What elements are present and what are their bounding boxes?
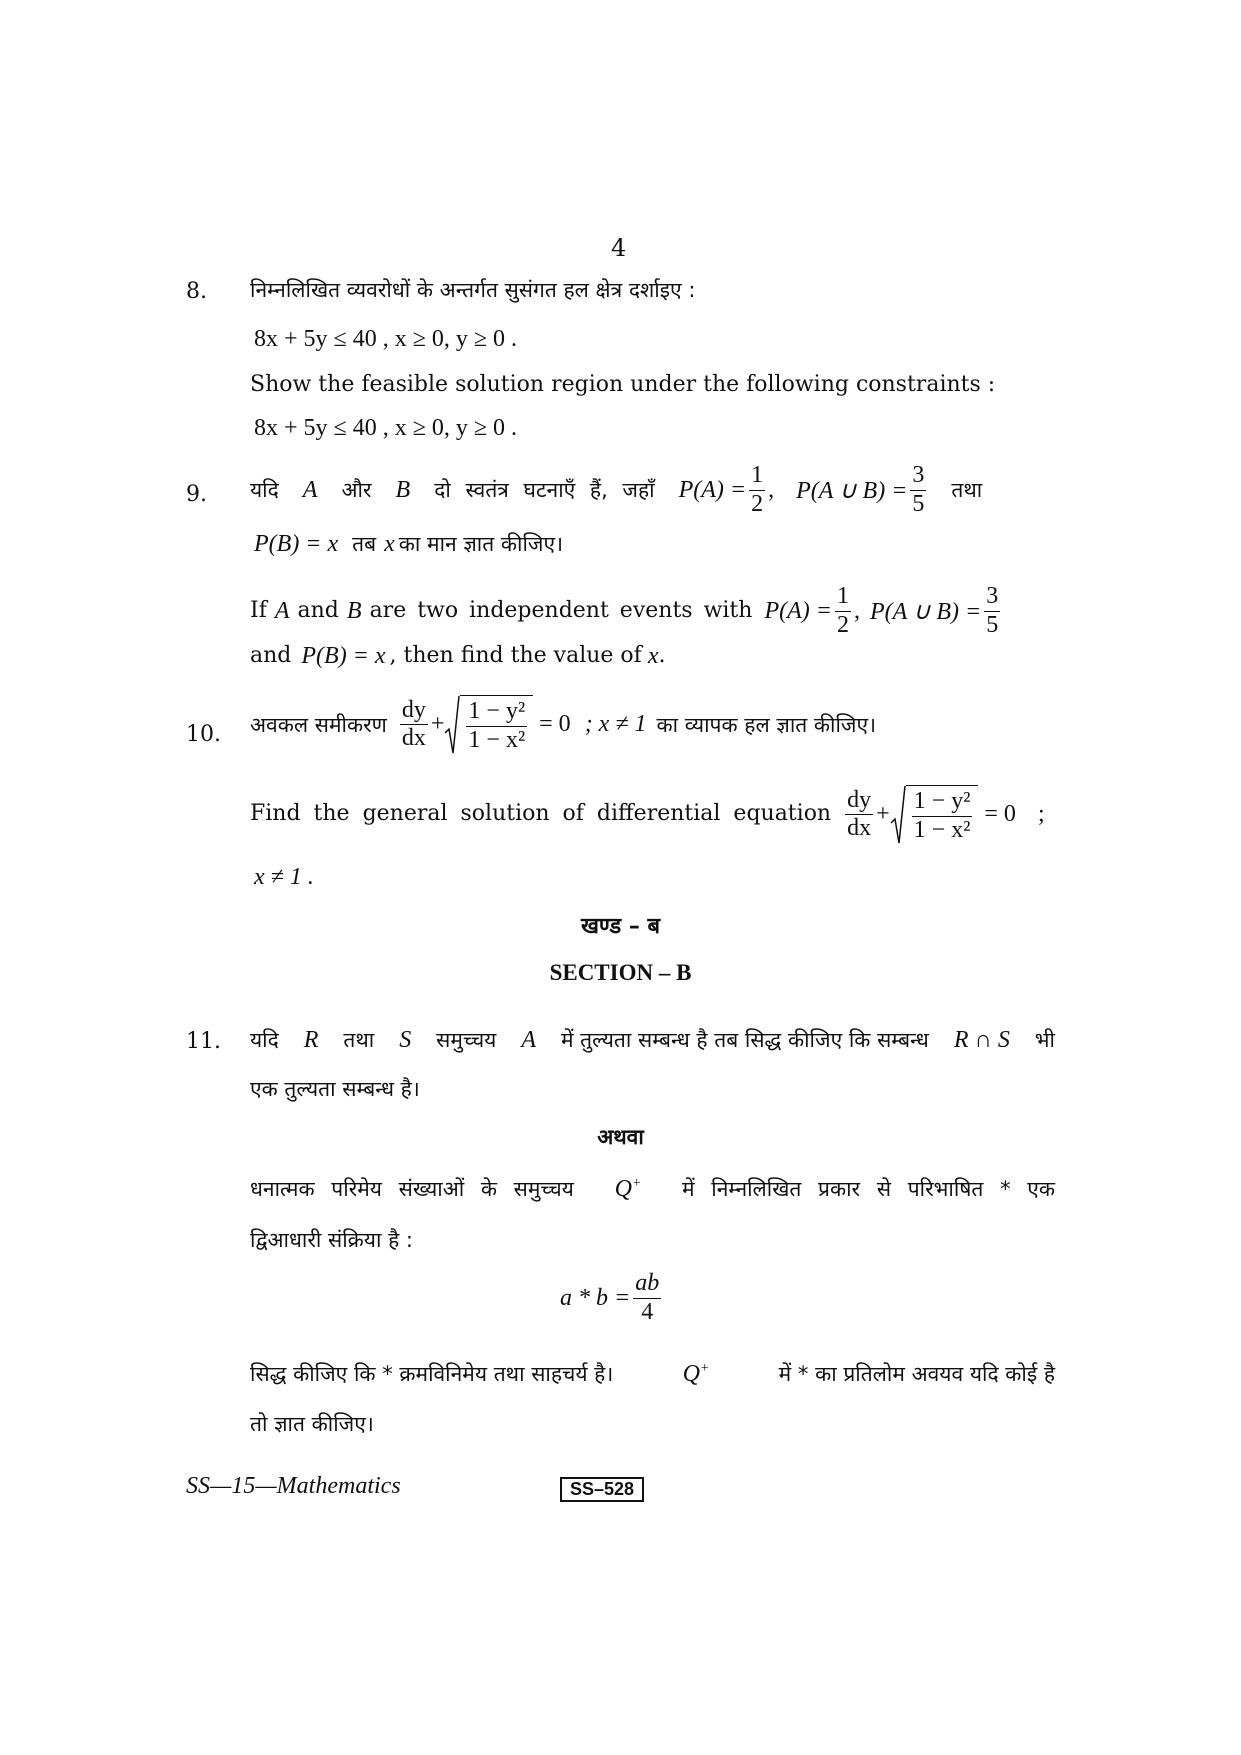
binary-operation-formula: a * b = $\frac{ab}{4}$ [560, 1270, 660, 1325]
page-number: 4 [611, 234, 627, 262]
q9-pb: P(B) = x [254, 530, 339, 557]
q8-hindi-text: निम्नलिखित व्यवरोधों के अन्तर्गत सुसंगत हल क्षेत्र दर्शाइए : [250, 278, 696, 302]
q10-english-line: Find the general solution of differential equation $\frac{dy}{dx}$ + $\frac{\text{1 − y²}}{\text{1 − x²}}$ = 0 ; [250, 786, 1045, 843]
footer-subject: SS—15—Mathematics [186, 1473, 401, 1499]
q8-constraints-hindi: 8x + 5y ≤ 40 , x ≥ 0, y ≥ 0 . [254, 326, 518, 352]
q9-event-a: A [302, 476, 318, 503]
q11-alt-line3: सिद्ध कीजिए कि * क्रमविनिमेय तथा साहचर्य है। Q+ में * का प्रतिलोम अवयव यदि कोई है [250, 1360, 1055, 1387]
q9-hi-f: का मान ज्ञात कीजिए। [398, 532, 564, 556]
footer-paper-code: SS–528 [560, 1477, 644, 1502]
q11-alt-line2: द्विआधारी संक्रिया है : [250, 1228, 413, 1252]
q9-number: 9. [186, 482, 207, 507]
q9-event-b: B [395, 476, 411, 503]
q11-line2: एक तुल्यता सम्बन्ध है। [250, 1077, 420, 1101]
q9-hindi-line1: यदि A और B दो स्वतंत्र घटनाएँ हैं, जहाँ P(A) = $\frac{1}{2}$ , P(A ∪ B) = $\frac{3}{5}$ तथा [250, 462, 983, 517]
q9-hi-a: यदि [250, 478, 279, 503]
q9-frac-half: $\frac{1}{2}$ [751, 462, 764, 517]
q9-hi-b: और [341, 478, 372, 503]
section-title-hindi: खण्ड – ब [580, 914, 661, 939]
q10-radical: $\frac{\text{1 − y²}}{\text{1 − x²}}$ [444, 695, 533, 754]
q10-hindi-line: अवकल समीकरण $\frac{dy}{dx}$ + $\frac{\text{1 − y²}}{\text{1 − x²}}$ = 0 ; x ≠ 1 का व्यापक हल ज्ञात कीजिए। [250, 696, 877, 753]
or-heading: अथवा [597, 1125, 644, 1149]
q9-frac-three-fifths: $\frac{3}{5}$ [912, 462, 925, 517]
q11-alt-line4: तो ज्ञात कीजिए। [250, 1412, 374, 1436]
q8-english-text: Show the feasible solution region under the following constraints : [250, 372, 996, 397]
q9-hi-e: तब [352, 532, 377, 556]
q11-number: 11. [186, 1029, 221, 1054]
q9-hi-d: तथा [951, 478, 983, 503]
section-title-english: SECTION – B [549, 960, 692, 985]
q10-english-condition: x ≠ 1 . [254, 864, 314, 890]
q8-number: 8. [186, 279, 207, 304]
q10-number: 10. [186, 722, 221, 747]
q9-pa: P(A) = [678, 476, 747, 503]
q9-english-line1: If A and B are two independent events with P(A) = $\frac{1}{2}$ , P(A ∪ B) = $\frac{3}{5}$ [250, 583, 999, 638]
q11-line1: यदि R तथा S समुच्चय A में तुल्यता सम्बन्ध है तब सिद्ध कीजिए कि सम्बन्ध R ∩ S भी [250, 1026, 1055, 1053]
q8-constraints-english: 8x + 5y ≤ 40 , x ≥ 0, y ≥ 0 . [254, 415, 518, 441]
q9-hi-c: दो स्वतंत्र घटनाएँ हैं, जहाँ [434, 478, 655, 503]
q9-english-line2: and P(B) = x , then find the value of x . [250, 642, 666, 669]
q9-pab: P(A ∪ B) = [796, 477, 908, 504]
q9-hindi-line2: P(B) = x तब x का मान ज्ञात कीजिए। [254, 530, 564, 557]
q10-dydx: $\frac{dy}{dx}$ [401, 696, 426, 752]
q11-alt-line1: धनात्मक परिमेय संख्याओं के समुच्चय Q+ में निम्नलिखित प्रकार से परिभाषित * एक [250, 1175, 1055, 1202]
